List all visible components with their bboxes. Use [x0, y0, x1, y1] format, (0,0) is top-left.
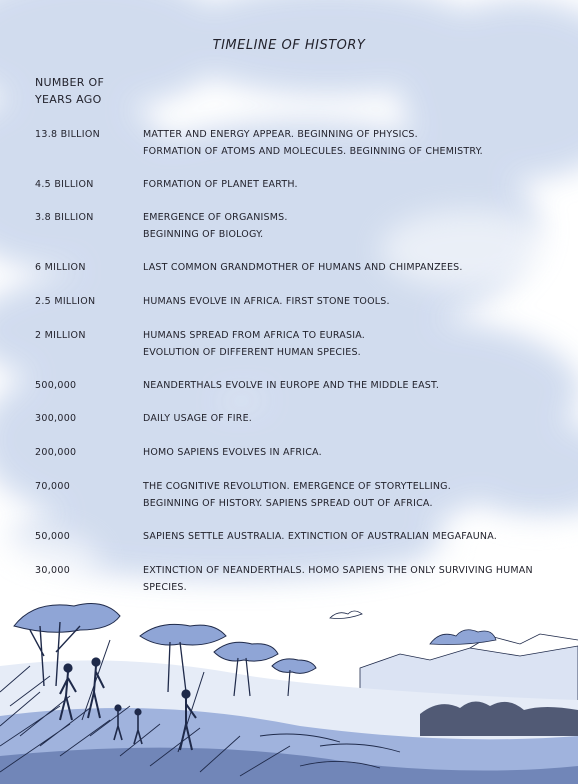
event-line: HUMANS SPREAD FROM AFRICA TO EURASIA. [143, 330, 365, 341]
cloud [330, 611, 362, 619]
event-line: EMERGENCE OF ORGANISMS. [143, 212, 288, 223]
row-date: 500,000 [35, 380, 77, 391]
event-line: EVOLUTION OF DIFFERENT HUMAN SPECIES. [143, 347, 361, 358]
event-line: BEGINNING OF HISTORY. SAPIENS SPREAD OUT OF AFRICA. [143, 498, 433, 509]
row-events [143, 562, 533, 596]
row-date: 30,000 [35, 565, 71, 576]
event-line: THE COGNITIVE REVOLUTION. EMERGENCE OF STORYTELLING. [143, 481, 451, 492]
savanna-landscape-illustration [0, 596, 578, 784]
row-events [143, 528, 533, 545]
event-line: EXTINCTION OF NEANDERTHALS. HOMO SAPIENS THE ONLY SURVIVING HUMAN [143, 565, 533, 576]
event-line: NEANDERTHALS EVOLVE IN EUROPE AND THE MIDDLE EAST. [143, 380, 440, 391]
row-date: 13.8 BILLION [35, 129, 101, 140]
row-events [143, 478, 533, 512]
row-events [143, 259, 533, 276]
row-events [143, 410, 533, 427]
row-date: 4.5 BILLION [35, 179, 94, 190]
event-line: SPECIES. [143, 582, 187, 593]
row-date: 70,000 [35, 481, 71, 492]
event-line: FORMATION OF PLANET EARTH. [143, 179, 298, 190]
column-header-line-2: YEARS AGO [35, 93, 102, 106]
row-events [143, 176, 533, 193]
row-date: 2 MILLION [35, 330, 86, 341]
event-line: HUMANS EVOLVE IN AFRICA. FIRST STONE TOOLS. [143, 296, 390, 307]
row-date: 6 MILLION [35, 262, 86, 273]
event-line: LAST COMMON GRANDMOTHER OF HUMANS AND CHIMPANZEES. [143, 262, 463, 273]
row-date: 2.5 MILLION [35, 296, 96, 307]
row-date: 300,000 [35, 413, 77, 424]
event-line: BEGINNING OF BIOLOGY. [143, 229, 264, 240]
event-line: FORMATION OF ATOMS AND MOLECULES. BEGINNING OF CHEMISTRY. [143, 146, 483, 157]
row-events [143, 444, 533, 461]
row-events [143, 327, 533, 361]
page-title: TIMELINE OF HISTORY [212, 38, 366, 53]
row-events [143, 209, 533, 243]
row-events [143, 126, 533, 160]
event-line: DAILY USAGE OF FIRE. [143, 413, 253, 424]
event-line: SAPIENS SETTLE AUSTRALIA. EXTINCTION OF AUSTRALIAN MEGAFAUNA. [143, 531, 497, 542]
row-date: 50,000 [35, 531, 71, 542]
column-header-line-1: NUMBER OF [35, 76, 105, 89]
years-ago-column-header [35, 74, 104, 108]
row-date: 3.8 BILLION [35, 212, 94, 223]
event-line: HOMO SAPIENS EVOLVES IN AFRICA. [143, 447, 322, 458]
cloud [430, 630, 496, 645]
event-line: MATTER AND ENERGY APPEAR. BEGINNING OF PHYSICS. [143, 129, 418, 140]
row-events [143, 377, 533, 394]
row-events [143, 293, 533, 310]
row-date: 200,000 [35, 447, 77, 458]
